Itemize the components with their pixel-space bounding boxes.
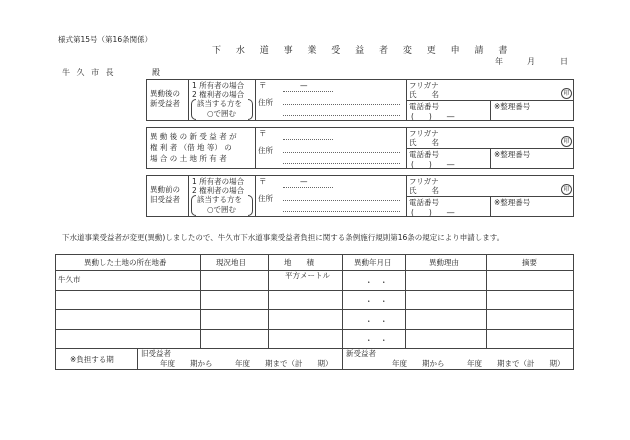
header-change-date: 異動年月日 (354, 258, 392, 267)
header-area: 地 積 (284, 258, 314, 267)
section-3-label-2: 旧受益者 (150, 195, 180, 204)
phone-label: 電話番号 (409, 102, 439, 111)
row-1-location[interactable]: 牛久市 (58, 275, 81, 284)
postal-mark: 〒 (259, 81, 267, 90)
old-beneficiary-period[interactable]: 年度 期から 年度 期まで（計 期） (160, 359, 333, 368)
application-statement: 下水道事業受益者が変更(異動)しましたので、牛久市下水道事業受益者負担に関する条例施行規則第16条の規定により申請します。 (62, 233, 505, 242)
row-3-date[interactable]: ・ ・ (365, 317, 388, 326)
address-line-1[interactable] (283, 200, 400, 201)
date-day: 日 (560, 57, 568, 66)
address-line-2[interactable] (283, 115, 400, 116)
addressee-name: 牛 久 市 長 (62, 68, 116, 77)
addressee-honorific: 殿 (152, 68, 160, 77)
section-2-label-3: 場 合 の 土 地 所 有 者 (150, 154, 227, 163)
page-title: 下 水 道 事 業 受 益 者 変 更 申 請 書 (212, 46, 514, 56)
section-1-label-1: 異動後の (150, 89, 180, 98)
address-label: 住所 (258, 98, 273, 107)
burden-period-label: ※負担する期 (70, 355, 114, 364)
furigana-label: フリガナ (409, 81, 439, 90)
area-unit: 平方メートル (285, 271, 330, 280)
new-beneficiary-label: 新受益者 (346, 349, 376, 358)
section-1-label-2: 新受益者 (150, 99, 180, 108)
postal-code-field[interactable] (283, 187, 333, 188)
seal-icon: 印 (561, 136, 572, 147)
row-4-date[interactable]: ・ ・ (365, 336, 388, 345)
form-number: 様式第15号（第16条関係） (58, 35, 153, 44)
phone-label: 電話番号 (409, 198, 439, 207)
furigana-label: フリガナ (409, 177, 439, 186)
section-3-label-1: 異動前の (150, 185, 180, 194)
reference-number-label: ※整理番号 (494, 198, 531, 207)
header-change-reason: 異動理由 (429, 258, 459, 267)
section-2-label-1: 異 動 後 の 新 受 益 者 が (150, 132, 237, 141)
section-3-option-1[interactable]: 1 所有者の場合 (192, 177, 245, 186)
section-3-note-2: ○で囲む (207, 205, 237, 214)
new-beneficiary-period[interactable]: 年度 期から 年度 期まで（計 期） (392, 359, 565, 368)
postal-mark: 〒 (259, 129, 267, 138)
seal-icon: 印 (561, 184, 572, 195)
reference-number-label: ※整理番号 (494, 102, 531, 111)
address-line-1[interactable] (283, 152, 400, 153)
seal-icon: 印 (561, 88, 572, 99)
reference-number-label: ※整理番号 (494, 150, 531, 159)
address-line-2[interactable] (283, 163, 400, 164)
phone-field[interactable]: ( ) ― (411, 160, 455, 169)
address-line-2[interactable] (283, 211, 400, 212)
header-remarks: 摘要 (522, 258, 537, 267)
section-1-note-2: ○で囲む (207, 109, 237, 118)
name-label: 氏 名 (409, 90, 439, 99)
postal-dash: — (300, 81, 308, 90)
header-land-category: 現況地目 (216, 258, 246, 267)
postal-code-field[interactable] (283, 91, 333, 92)
row-1-date[interactable]: ・ ・ (365, 278, 388, 287)
phone-field[interactable]: ( ) ― (411, 208, 455, 217)
postal-mark: 〒 (259, 177, 267, 186)
address-line-1[interactable] (283, 104, 400, 105)
postal-dash: — (300, 177, 308, 186)
header-location: 異動した土地の所在地番 (84, 258, 167, 267)
postal-code-field[interactable] (283, 139, 333, 140)
address-label: 住所 (258, 146, 273, 155)
section-2-label-2: 権 利 者 （借 地 等） の (150, 143, 232, 152)
section-3-note-1: 該当する方を (197, 195, 242, 204)
section-1-option-1[interactable]: 1 所有者の場合 (192, 81, 245, 90)
address-label: 住所 (258, 194, 273, 203)
section-3-option-2[interactable]: 2 権利者の場合 (192, 186, 245, 195)
old-beneficiary-label: 旧受益者 (141, 349, 171, 358)
section-1-option-2[interactable]: 2 権利者の場合 (192, 90, 245, 99)
furigana-label: フリガナ (409, 129, 439, 138)
phone-field[interactable]: ( ) ― (411, 112, 455, 121)
row-2-date[interactable]: ・ ・ (365, 297, 388, 306)
name-label: 氏 名 (409, 186, 439, 195)
date-year: 年 (495, 57, 503, 66)
name-label: 氏 名 (409, 138, 439, 147)
date-month: 月 (527, 57, 535, 66)
phone-label: 電話番号 (409, 150, 439, 159)
section-1-note-1: 該当する方を (197, 99, 242, 108)
